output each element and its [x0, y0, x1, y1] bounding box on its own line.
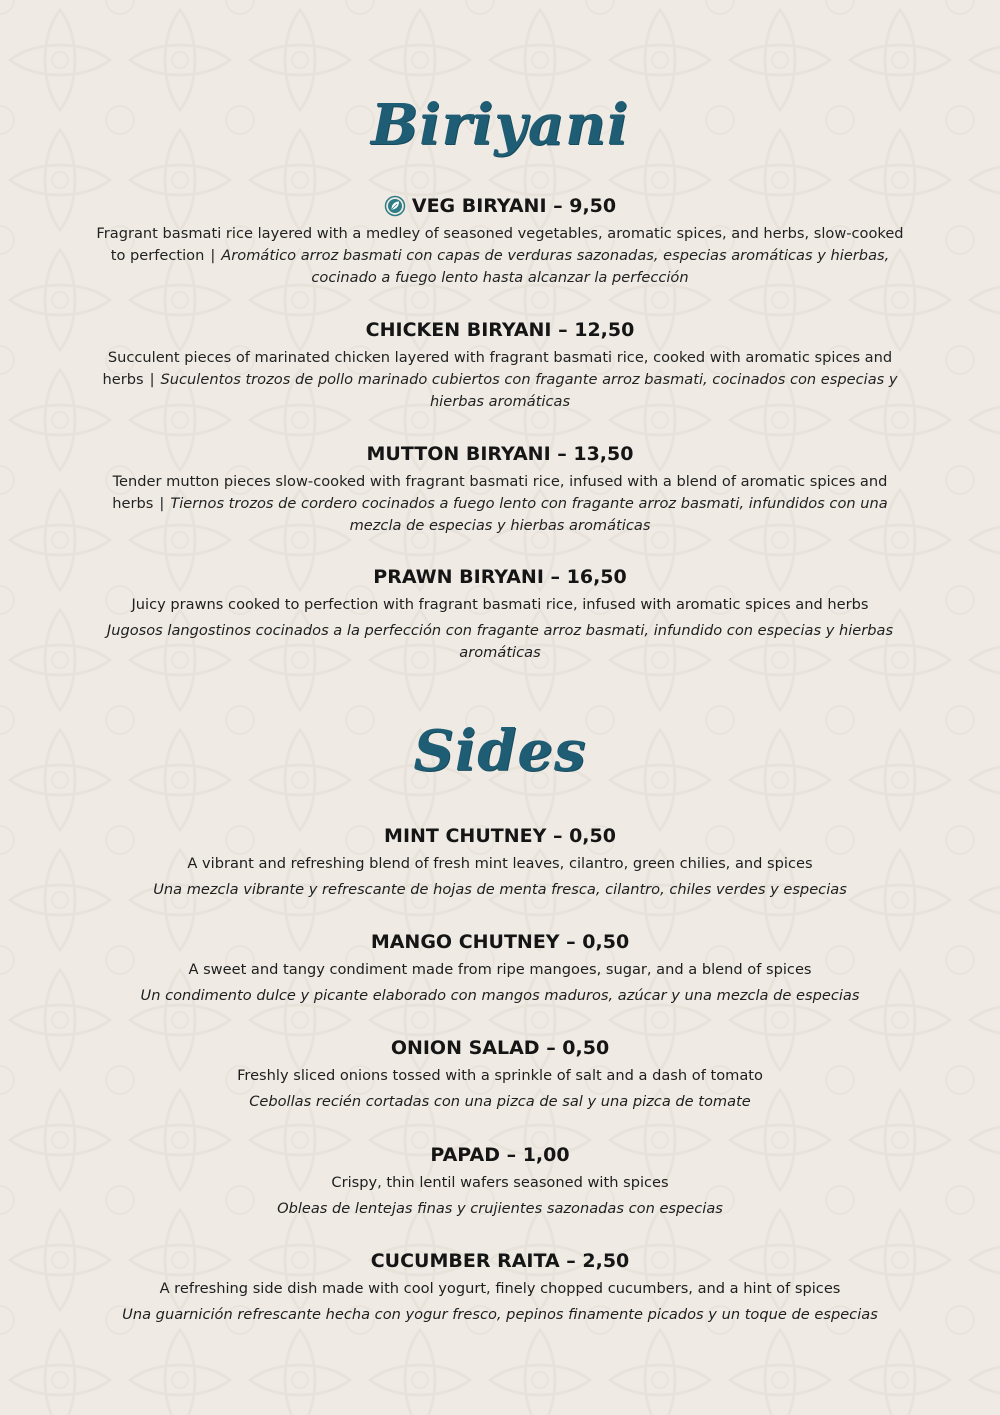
description-es: Aromático arroz basmati con capas de verduras sazonadas, especias aromáticas y hierbas, cocinado a fuego lento hasta alcanzar la perfección — [221, 247, 890, 286]
menu-item-cucumber-raita — [90, 1248, 910, 1326]
item-name: CUCUMBER RAITA – 2,50 — [370, 1250, 630, 1272]
menu-item-veg-biryani — [90, 193, 910, 289]
description-es: Una guarnición refrescante hecha con yogur fresco, pepinos finamente picados y un toque de especias — [122, 1306, 878, 1323]
description-en: A refreshing side dish made with cool yogurt, finely chopped cucumbers, and a hint of spices — [159, 1280, 841, 1297]
separator: | — [159, 495, 165, 512]
item-name: MINT CHUTNEY – 0,50 — [384, 825, 616, 847]
menu-item-papad — [90, 1142, 910, 1220]
description-es: Tiernos trozos de cordero cocinados a fuego lento con fragante arroz basmati, infundidos con una mezcla de especias y hierbas aromáticas — [170, 495, 888, 534]
menu-item-prawn-biryani — [90, 564, 910, 664]
veg-leaf-icon — [384, 195, 406, 217]
description-es: Jugosos langostinos cocinados a la perfección con fragante arroz basmati, infundido con especias y hierbas aromáticas — [106, 622, 894, 661]
item-name: MUTTON BIRYANI – 13,50 — [366, 443, 634, 465]
item-name: PRAWN BIRYANI – 16,50 — [373, 566, 627, 588]
description-en: Crispy, thin lentil wafers seasoned with spices — [331, 1174, 669, 1191]
separator: | — [149, 371, 155, 388]
description-en: Tender mutton pieces slow-cooked with fragrant basmati rice, infused with a blend of aromatic spices and herbs — [112, 473, 888, 512]
item-description — [90, 223, 910, 289]
item-description — [90, 471, 910, 537]
item-name: PAPAD – 1,00 — [430, 1144, 570, 1166]
description-es: Cebollas recién cortadas con una pizca de sal y una pizca de tomate — [249, 1093, 751, 1110]
biriyani-section-title: Biriyani — [370, 92, 630, 158]
item-name: VEG BIRYANI – 9,50 — [411, 195, 617, 217]
item-name: CHICKEN BIRYANI – 12,50 — [365, 319, 635, 341]
item-name: MANGO CHUTNEY – 0,50 — [370, 931, 630, 953]
sides-section-title: Sides — [413, 718, 587, 784]
description-es: Una mezcla vibrante y refrescante de hojas de menta fresca, cilantro, chiles verdes y especias — [153, 881, 847, 898]
menu-item-mango-chutney — [90, 929, 910, 1007]
description-es: Suculentos trozos de pollo marinado cubiertos con fragante arroz basmati, cocinados con especias y hierbas aromáticas — [160, 371, 898, 410]
description-en: A vibrant and refreshing blend of fresh mint leaves, cilantro, green chilies, and spices — [187, 855, 813, 872]
item-name: ONION SALAD – 0,50 — [390, 1037, 610, 1059]
description-es: Un condimento dulce y picante elaborado con mangos maduros, azúcar y una mezcla de especias — [140, 987, 860, 1004]
menu-item-onion-salad — [90, 1035, 910, 1113]
item-description — [90, 347, 910, 413]
description-en: Fragrant basmati rice layered with a medley of seasoned vegetables, aromatic spices, and herbs, slow-cooked to perfection — [96, 225, 904, 264]
description-es: Obleas de lentejas finas y crujientes sazonadas con especias — [277, 1200, 723, 1217]
description-en: Juicy prawns cooked to perfection with fragrant basmati rice, infused with aromatic spices and herbs — [131, 596, 869, 613]
menu-item-mutton-biryani — [90, 441, 910, 537]
menu-item-chicken-biryani — [90, 317, 910, 413]
menu-item-mint-chutney — [90, 823, 910, 901]
separator: | — [210, 247, 216, 264]
description-en: Succulent pieces of marinated chicken layered with fragrant basmati rice, cooked with aromatic spices and herbs — [102, 349, 893, 388]
description-en: Freshly sliced onions tossed with a sprinkle of salt and a dash of tomato — [237, 1067, 763, 1084]
description-en: A sweet and tangy condiment made from ripe mangoes, sugar, and a blend of spices — [188, 961, 812, 978]
